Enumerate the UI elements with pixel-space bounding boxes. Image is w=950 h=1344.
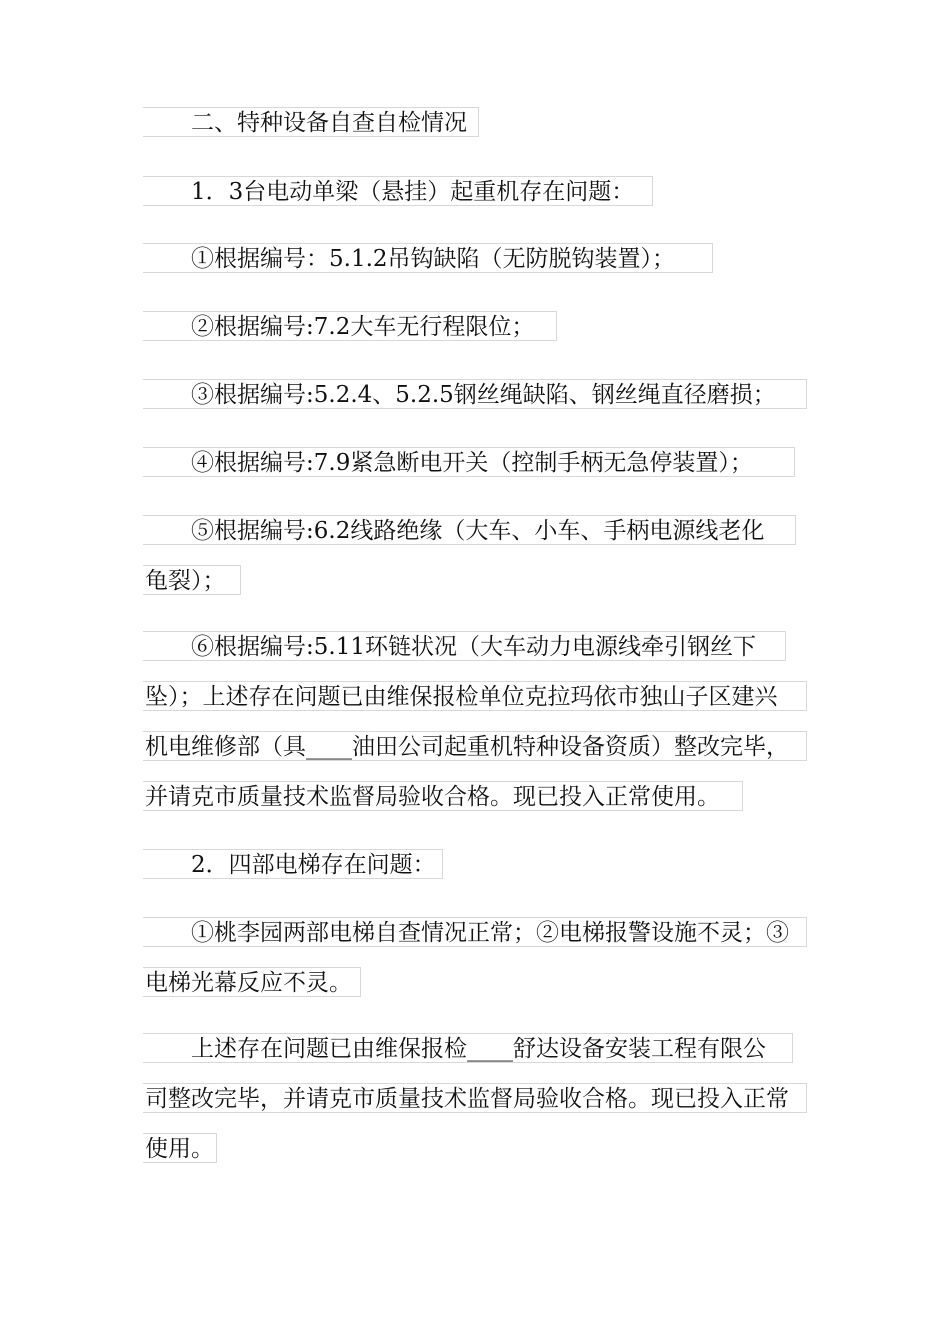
- paragraph-line: 并请克市质量技术监督局验收合格。现已投入正常使用。: [143, 781, 743, 811]
- paragraph-line: 使用。: [143, 1133, 217, 1163]
- paragraph-line: ⑤根据编号:6.2线路绝缘（大车、小车、手柄电源线老化: [143, 515, 796, 545]
- paragraph-line: ④根据编号:7.9紧急断电开关（控制手柄无急停装置）；: [143, 447, 795, 477]
- section-heading: 二、特种设备自查自检情况: [143, 107, 479, 137]
- paragraph-line: 1．3台电动单梁（悬挂）起重机存在问题：: [143, 176, 653, 206]
- paragraph-line: 坠）；上述存在问题已由维保报检单位克拉玛依市独山子区建兴: [143, 681, 807, 711]
- paragraph-line: ③根据编号:5.2.4、5.2.5钢丝绳缺陷、钢丝绳直径磨损；: [143, 379, 807, 409]
- paragraph-line: ②根据编号:7.2大车无行程限位；: [143, 311, 557, 341]
- paragraph-line: ①根据编号：5.1.2吊钩缺陷（无防脱钩装置）；: [143, 243, 713, 273]
- paragraph-line: ⑥根据编号:5.11环链状况（大车动力电源线牵引钢丝下: [143, 631, 786, 661]
- paragraph-line: 电梯光幕反应不灵。: [143, 967, 361, 997]
- paragraph-line: 龟裂）；: [143, 565, 241, 595]
- paragraph-line: ①桃李园两部电梯自查情况正常；②电梯报警设施不灵；③: [143, 917, 807, 947]
- paragraph-line: 2．四部电梯存在问题：: [143, 849, 443, 879]
- paragraph-line: 司整改完毕，并请克市质量技术监督局验收合格。现已投入正常: [143, 1083, 807, 1113]
- paragraph-line: 上述存在问题已由维保报检____舒达设备安装工程有限公: [143, 1033, 793, 1063]
- paragraph-line: 机电维修部（具____油田公司起重机特种设备资质）整改完毕，: [143, 731, 807, 761]
